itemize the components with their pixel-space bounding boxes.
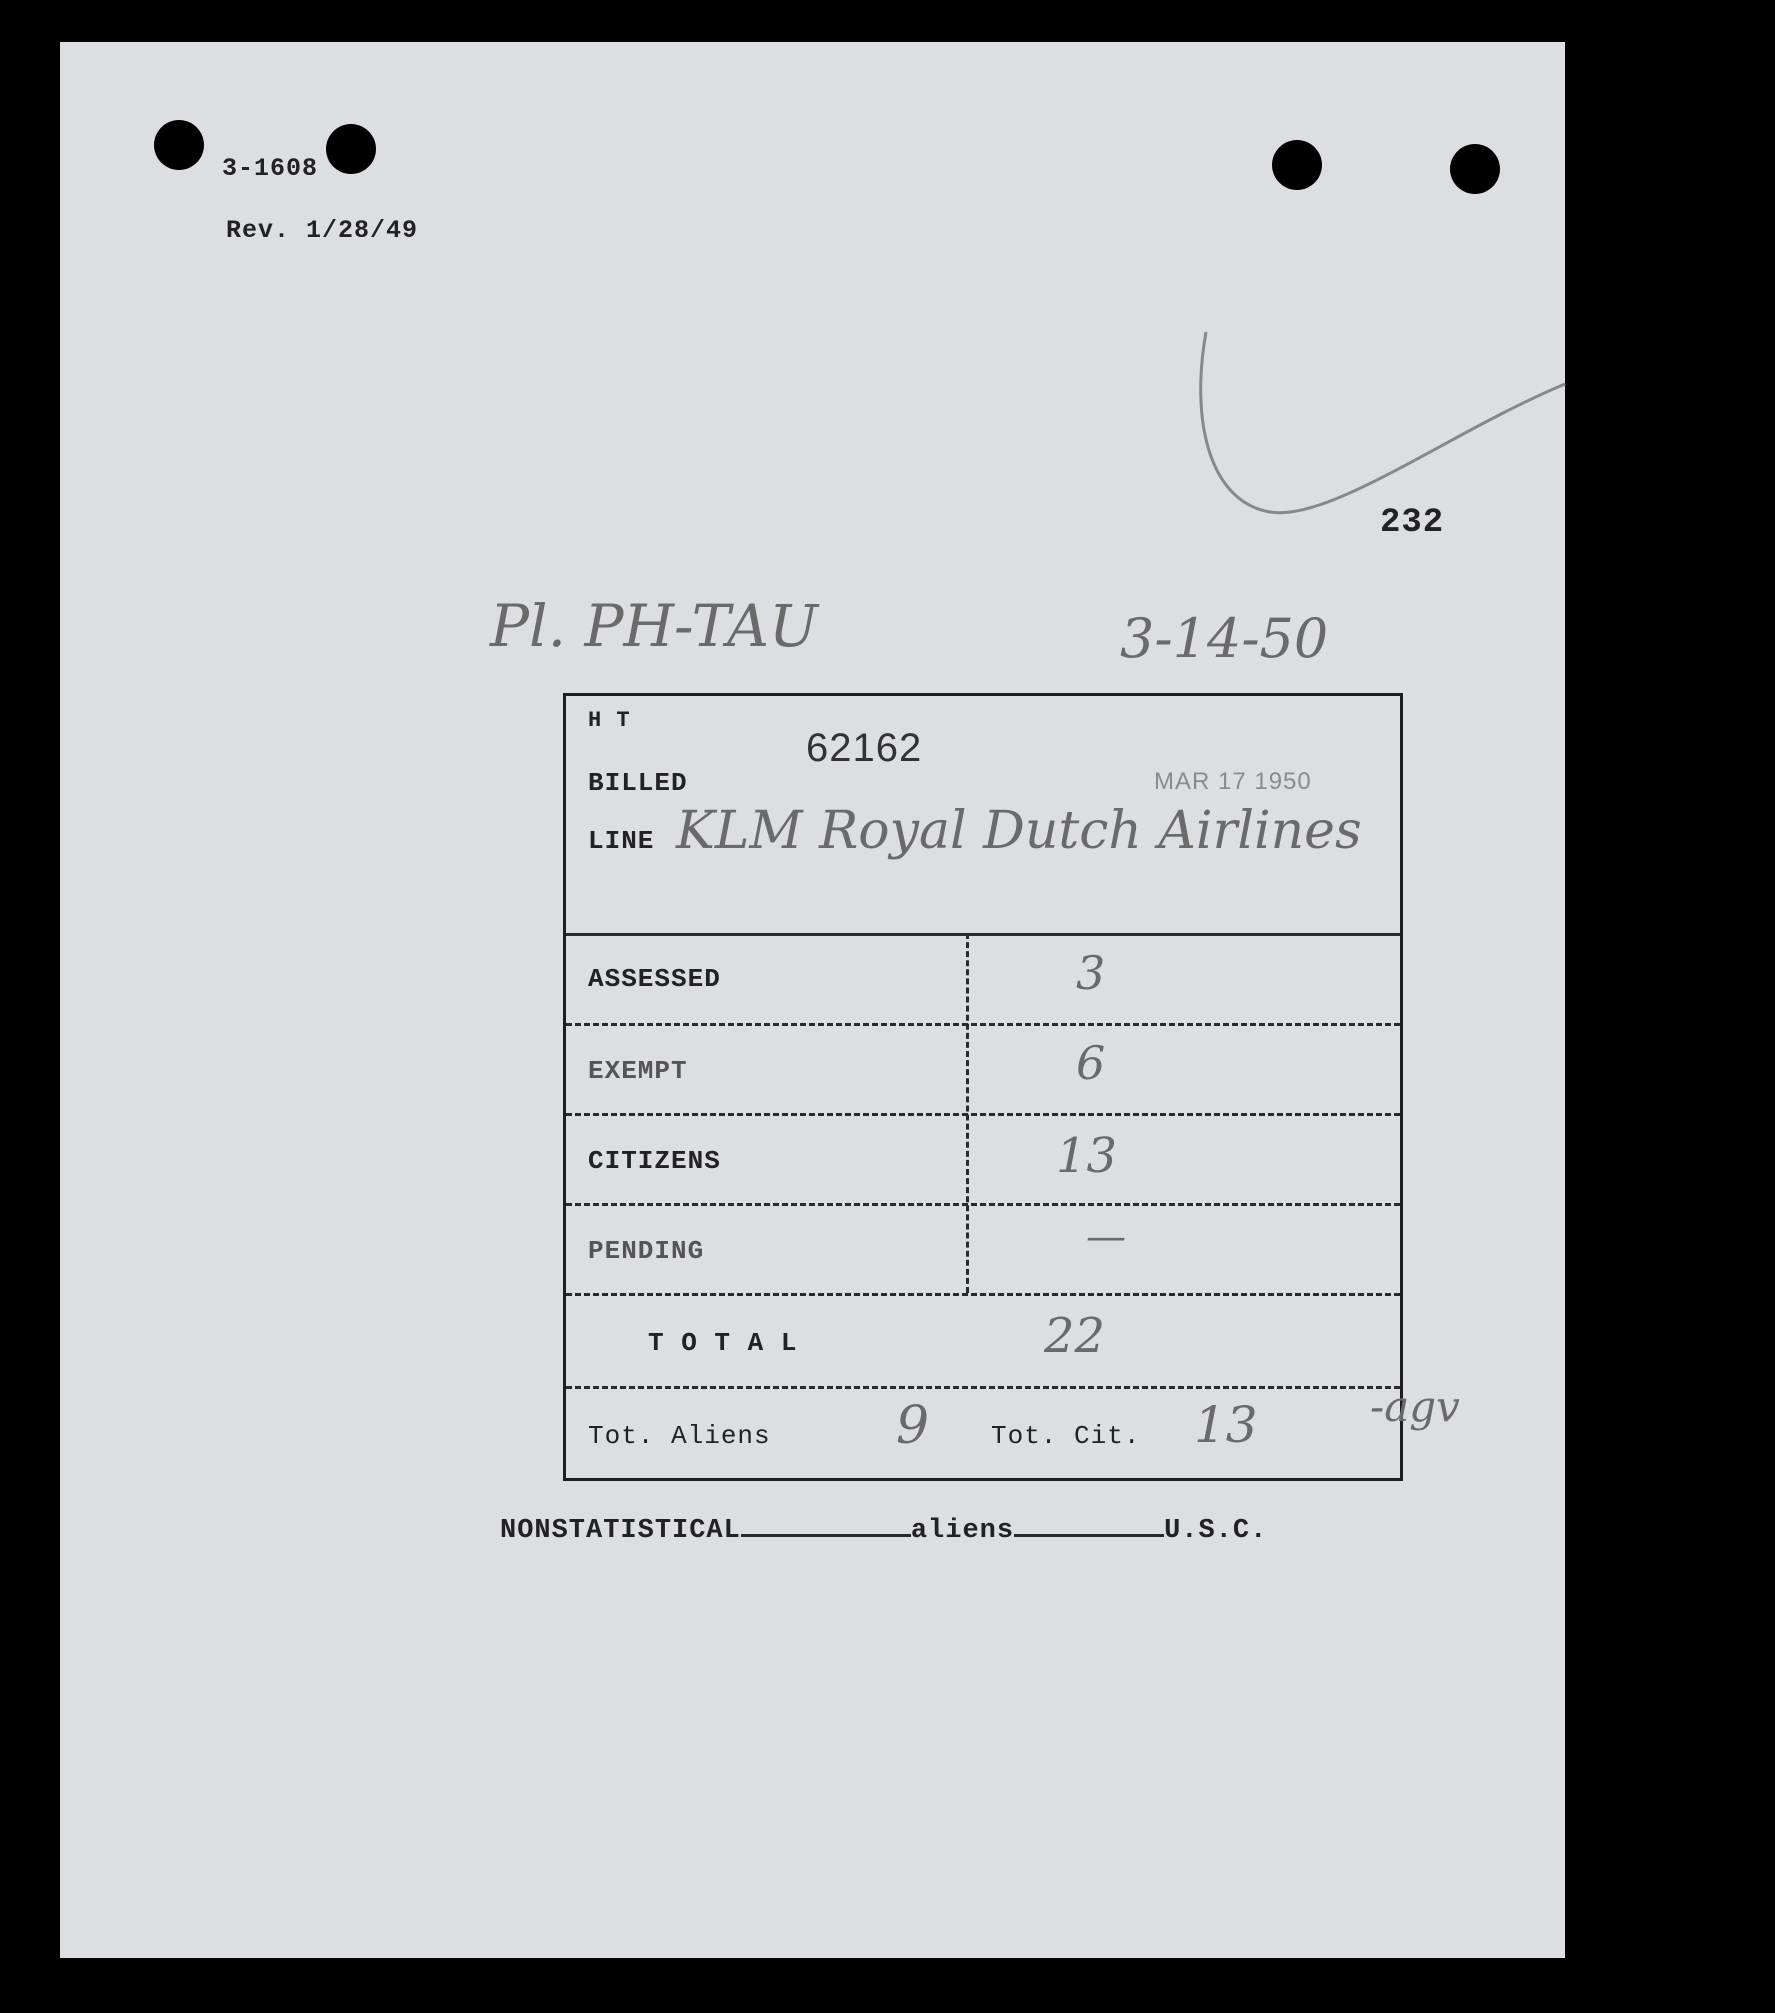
- date-stamp: MAR 17 1950: [1154, 768, 1312, 795]
- punch-hole: [154, 120, 204, 170]
- check-mark-icon: [1120, 282, 1580, 522]
- usc-blank: [1014, 1534, 1164, 1537]
- plane-registration: Pl. PH-TAU: [490, 592, 818, 660]
- total-aliens-value: 9: [896, 1396, 930, 1456]
- form-number: 3-1608: [222, 154, 319, 183]
- assessed-value: 3: [1076, 946, 1106, 1000]
- divider: [566, 1203, 1400, 1206]
- total-citizens-label: Tot. Cit.: [991, 1421, 1141, 1451]
- nonstatistical-label: NONSTATISTICAL: [500, 1516, 741, 1546]
- divider: [566, 1293, 1400, 1296]
- total-citizens-value: 13: [1194, 1396, 1258, 1454]
- page-number: 232: [1380, 504, 1445, 542]
- document-page: [60, 42, 1565, 1958]
- divider: [566, 1386, 1400, 1389]
- punch-hole: [326, 124, 376, 174]
- form-revision: Rev. 1/28/49: [226, 216, 419, 245]
- handwritten-date: 3-14-50: [1120, 607, 1329, 670]
- exempt-label: EXEMPT: [588, 1056, 688, 1086]
- punch-hole: [1450, 144, 1500, 194]
- line-label: LINE: [588, 826, 655, 856]
- citizens-value: 13: [1056, 1128, 1118, 1184]
- airline-name: KLM Royal Dutch Airlines: [676, 801, 1362, 861]
- usc-label: U.S.C.: [1164, 1516, 1268, 1546]
- column-divider: [966, 933, 969, 1293]
- billed-label: BILLED: [588, 768, 688, 798]
- total-label: T O T A L: [648, 1328, 798, 1358]
- ht-label: H T: [588, 708, 631, 733]
- tally-box: [563, 693, 1403, 1481]
- total-aliens-label: Tot. Aliens: [588, 1421, 771, 1451]
- assessed-label: ASSESSED: [588, 964, 721, 994]
- divider: [566, 1023, 1400, 1026]
- citizens-label: CITIZENS: [588, 1146, 721, 1176]
- divider: [566, 933, 1400, 936]
- nonstatistical-line: [500, 1516, 1267, 1546]
- total-value: 22: [1044, 1308, 1106, 1364]
- pending-label: PENDING: [588, 1236, 705, 1266]
- billing-number: 62162: [806, 726, 923, 770]
- initials: -agv: [1370, 1382, 1460, 1431]
- divider: [566, 1113, 1400, 1116]
- punch-hole: [1272, 140, 1322, 190]
- exempt-value: 6: [1076, 1036, 1106, 1090]
- aliens-blank: [741, 1534, 911, 1537]
- aliens-label: aliens: [910, 1516, 1015, 1546]
- pending-value: —: [1086, 1214, 1126, 1260]
